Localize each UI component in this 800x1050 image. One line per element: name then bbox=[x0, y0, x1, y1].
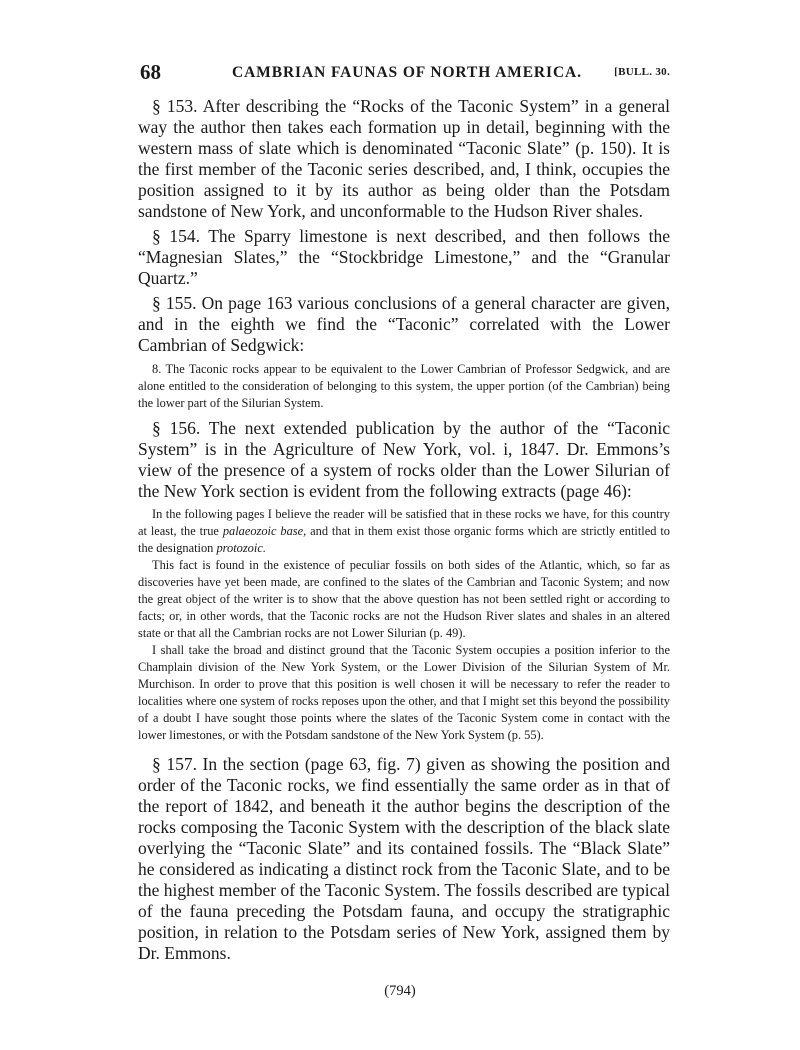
quote-text: In the following pages I believe the reader will be satisfied that in these rocks we have, for this country at least, the true bbox=[138, 507, 670, 538]
page-header bbox=[140, 60, 670, 86]
paragraph-157: § 157. In the section (page 63, fig. 7) given as showing the position and order of the Taconic rocks, we find essentially the same order as in that of the report of 1842, and beneath it the author begins the description of the rocks composing the Taconic System with the description of the black slate overlying the “Taconic Slate” and its contained fossils. The “Black Slate” he considered as indicating a distinct rock from the Taconic Slate, and to be the highest member of the Taconic System. The fossils described are typical of the fauna preceding the Potsdam fauna, and occupy the stratigraphic position, in relation to the Potsdam series of New York, assigned them by Dr. Emmons. bbox=[138, 754, 670, 963]
paragraph-153: § 153. After describing the “Rocks of the Taconic System” in a general way the author then takes each formation up in detail, beginning with the western mass of slate which is denominated “Taconic Slate” (p. 150). It is the first member of the Taconic series described, and, I think, occupies the position assigned to it by its author as being older than the Potsdam sandstone of New York, and unconformable to the Hudson River shales. bbox=[138, 96, 670, 221]
page-footer: (794) bbox=[384, 983, 416, 999]
quotation-palaeozoic-base bbox=[138, 506, 670, 557]
paragraph-155: § 155. On page 163 various conclusions of a general character are given, and in the eighth we find the “Taconic” correlated with the Lower Cambrian of Sedgwick: bbox=[138, 293, 670, 355]
quote-italic-term: palaeozoic base, bbox=[222, 524, 307, 538]
quote-text: and that in them exist those organic forms which are strictly entitled to the designation bbox=[138, 524, 670, 555]
quotation-broad-ground: I shall take the broad and distinct ground that the Taconic System occupies a position inferior to the Champlain division of the New York System, or the Lower Division of the Silurian System of Mr. Murchison. In order to prove that this position is well chosen it will be necessary to refer the reader to localities where one system of rocks reposes upon the other, and that I might set this beyond the possibility of a doubt I have sought those points where the slates of the Taconic System come in contact with the lower limestones, or with the Potsdam sandstone of the New York System (p. 55). bbox=[138, 643, 670, 742]
quotation-sedgwick: 8. The Taconic rocks appear to be equivalent to the Lower Cambrian of Professor Sedgwick, and are alone entitled to the consideration of belonging to this system, the upper portion (of the Cambrian) being the lower part of the Silurian System. bbox=[138, 362, 670, 410]
page-body bbox=[138, 96, 670, 968]
quotation-peculiar-fossils: This fact is found in the existence of peculiar fossils on both sides of the Atlantic, which, so far as discoveries have yet been made, are confined to the slates of the Cambrian and Taconic System; and now the great object of the writer is to show that the above question has not been settled right or according to facts; or, in other words, that the Taconic rocks are not the Hudson River slates and shales in an altered state or that all the Cambrian rocks are not Lower Silurian (p. 49). bbox=[138, 558, 670, 640]
page-number: 68 bbox=[140, 60, 161, 84]
paragraph-154: § 154. The Sparry limestone is next described, and then follows the “Magnesian Slates,” the “Stockbridge Limestone,” and the “Granular Quartz.” bbox=[138, 226, 670, 288]
bulletin-reference: [BULL. 30. bbox=[614, 66, 670, 78]
quotation-block-emmons bbox=[138, 506, 670, 744]
quote-italic-term: protozoic. bbox=[216, 541, 266, 555]
running-title: CAMBRIAN FAUNAS OF NORTH AMERICA. bbox=[232, 64, 582, 81]
paragraph-156: § 156. The next extended publication by the author of the “Taconic System” is in the Agriculture of New York, vol. i, 1847. Dr. Emmons’s view of the presence of a system of rocks older than the Lower Silurian of the New York section is evident from the following extracts (page 46): bbox=[138, 418, 670, 501]
